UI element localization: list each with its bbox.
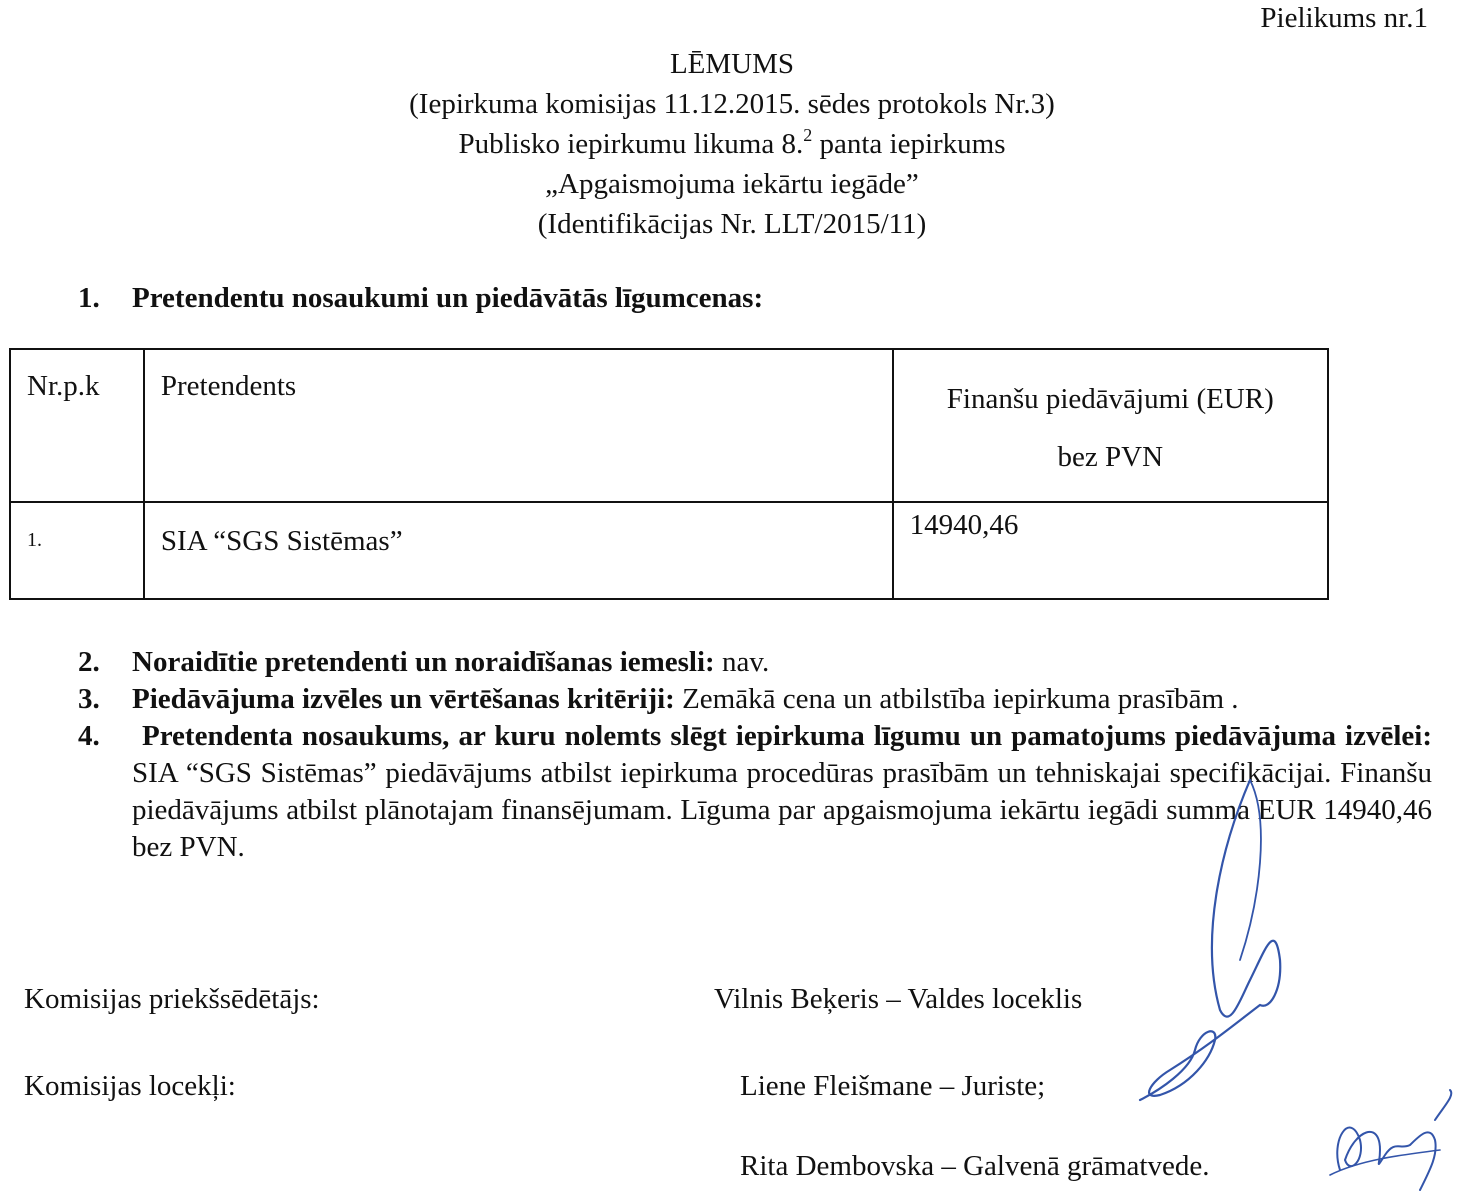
signature-member-icon	[1320, 1080, 1460, 1200]
law-reference-superscript: 2	[803, 125, 813, 145]
row-offer: 14940,46	[909, 509, 1019, 541]
item-2-heading: Noraidītie pretendenti un noraidīšanas iemesli:	[132, 646, 715, 678]
header-cell-offer	[893, 349, 1328, 502]
item-2-number: 2.	[78, 646, 100, 678]
item-4-heading: Pretendenta nosaukums, ar kuru nolemts slēgt iepirkuma līgumu un pamatojums piedāvājuma izvēlei:	[142, 720, 1432, 752]
law-reference-text: Publisko iepirkumu likuma 8.	[458, 128, 804, 160]
document-title: LĒMUMS	[669, 48, 795, 80]
list-item	[78, 681, 1432, 718]
member-1-name: Liene Fleišmane – Juriste;	[740, 1070, 1046, 1102]
item-4-number: 4.	[78, 720, 100, 752]
item-2-text: nav.	[714, 646, 770, 678]
member-2-name: Rita Dembovska – Galvenā grāmatvede.	[740, 1150, 1210, 1182]
protocol-reference: (Iepirkuma komisijas 11.12.2015. sēdes protokols Nr.3)	[409, 88, 1055, 120]
row-nr: 1.	[27, 529, 42, 551]
law-reference	[0, 124, 1464, 164]
table-header-row	[10, 349, 1328, 502]
row-bidder: SIA “SGS Sistēmas”	[160, 525, 403, 557]
chair-name: Vilnis Beķeris – Valdes loceklis	[714, 983, 1083, 1015]
item-3-number: 3.	[78, 683, 100, 715]
item-3-text: Zemākā cena un atbilstība iepirkuma prasībām .	[674, 683, 1239, 715]
item-4-text: SIA “SGS Sistēmas” piedāvājums atbilst iepirkuma procedūras prasībām un tehniskajai specifikācijai. Finanšu piedāvājums atbilst plānotajam finansējumam. Līguma par apgaismojuma iekārtu iegādi summa EUR 14940,46 bez PVN.	[132, 757, 1432, 863]
section-1-number: 1.	[78, 282, 100, 314]
chair-label: Komisijas priekšsēdētājs:	[24, 983, 320, 1015]
signature-chair-icon	[1100, 760, 1350, 1120]
table-row	[10, 502, 1328, 599]
section-1-title: Pretendentu nosaukumi un piedāvātās līgumcenas:	[132, 282, 764, 314]
members-label: Komisijas locekļi:	[24, 1070, 236, 1102]
section-1-heading	[78, 282, 763, 315]
row-cell-offer	[893, 502, 1328, 599]
header-cell-bidder	[144, 349, 893, 502]
header-offer	[894, 350, 1327, 486]
header-offer-line2: bez PVN	[1057, 441, 1164, 473]
header-nr: Nr.p.k	[27, 370, 100, 402]
annex-label: Pielikums nr.1	[1260, 2, 1428, 34]
procurement-name: „Apgaismojuma iekārtu iegāde”	[545, 168, 919, 200]
header-offer-line1: Finanšu piedāvājumi (EUR)	[946, 383, 1274, 415]
row-cell-nr	[10, 502, 144, 599]
list-item	[78, 644, 1432, 681]
row-cell-bidder	[144, 502, 893, 599]
header-cell-nr	[10, 349, 144, 502]
law-reference-text-end: panta iepirkums	[812, 128, 1006, 160]
item-3-heading: Piedāvājuma izvēles un vērtēšanas kritēriji:	[132, 683, 675, 715]
header-bidder: Pretendents	[160, 370, 297, 402]
identification-number: (Identifikācijas Nr. LLT/2015/11)	[537, 208, 927, 240]
offers-table	[9, 348, 1329, 600]
